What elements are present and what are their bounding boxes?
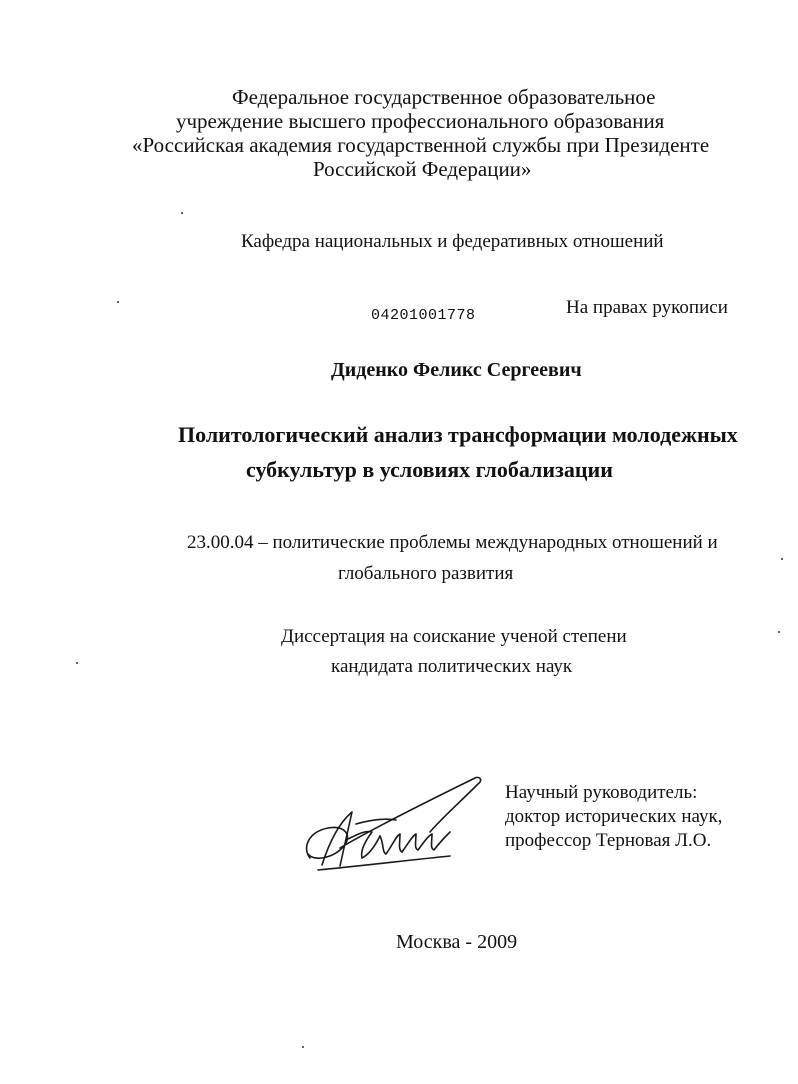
dissertation-title-line-2: субкультур в условиях глобализации (246, 457, 613, 482)
specialty-line-2: глобального развития (338, 563, 514, 584)
institution-line-2: учреждение высшего профессионального образования (176, 109, 665, 133)
rights-note: На правах рукописи (566, 297, 728, 318)
scan-speck (76, 662, 78, 664)
specialty-line-1: 23.00.04 – политические проблемы международных отношений и (187, 532, 718, 553)
archive-number: 04201001778 (371, 307, 476, 324)
institution-line-3: «Российская академия государственной службы при Президенте (132, 133, 710, 157)
scan-speck (781, 558, 783, 560)
scan-speck (778, 631, 780, 633)
scan-speck (302, 1046, 304, 1048)
scan-speck (117, 301, 119, 303)
advisor-role: Научный руководитель: (505, 782, 698, 803)
department-name: Кафедра национальных и федеративных отношений (241, 231, 664, 252)
dissertation-title-line-1: Политологический анализ трансформации молодежных (178, 422, 738, 447)
degree-line-2: кандидата политических наук (331, 656, 573, 677)
advisor-name: профессор Терновая Л.О. (505, 830, 712, 851)
handwritten-signature (300, 770, 490, 880)
institution-line-1: Федеральное государственное образовательное (232, 85, 656, 109)
city-year: Москва - 2009 (396, 931, 518, 953)
degree-line-1: Диссертация на соискание ученой степени (281, 626, 627, 647)
author-name: Диденко Феликс Сергеевич (331, 359, 582, 381)
institution-line-4: Российской Федерации» (313, 157, 532, 181)
scan-speck (181, 212, 183, 214)
advisor-degree: доктор исторических наук, (505, 806, 723, 827)
